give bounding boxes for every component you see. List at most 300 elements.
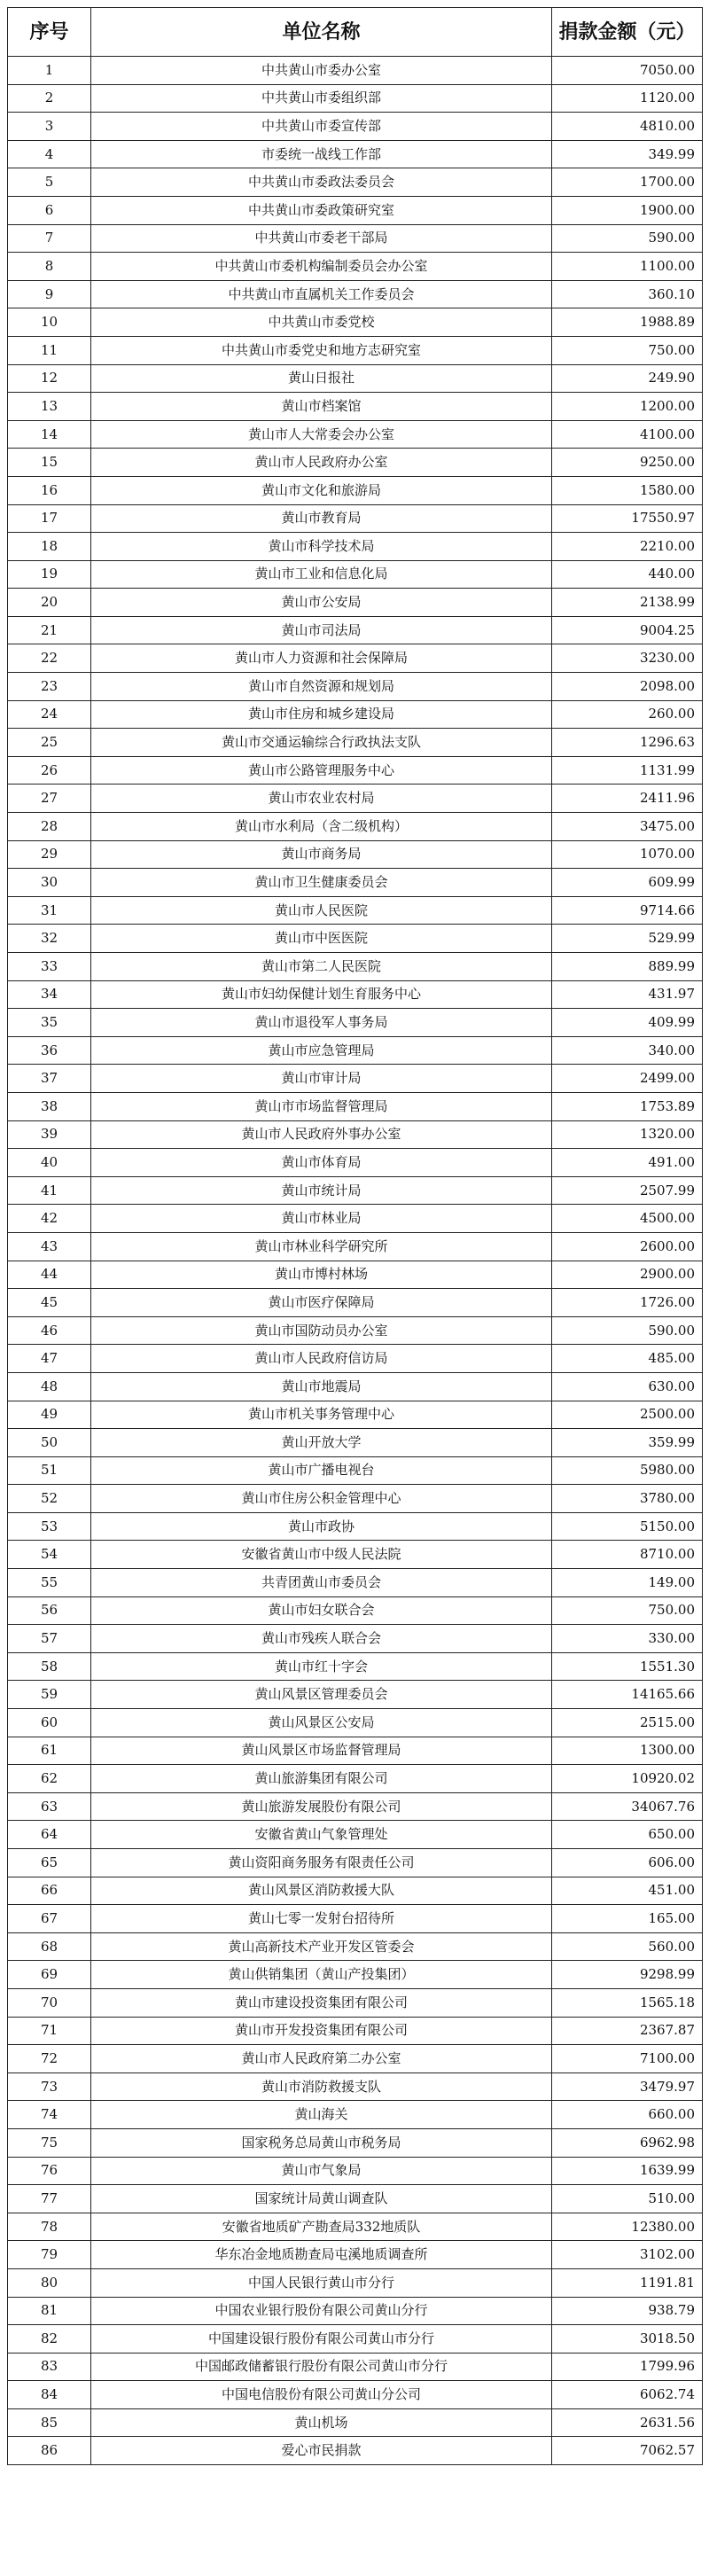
table-row [8,1652,703,1681]
row-index-cell: 71 [8,2017,91,2045]
row-amount-cell: 1296.63 [552,729,703,757]
row-unit-name-cell: 黄山市科学技术局 [91,533,552,561]
table-row [8,2408,703,2437]
row-amount-cell: 9250.00 [552,449,703,477]
row-index-cell: 65 [8,1849,91,1877]
row-index-cell: 14 [8,420,91,449]
row-amount-cell: 1070.00 [552,840,703,869]
row-unit-name-cell: 黄山市文化和旅游局 [91,476,552,504]
table-header [8,8,703,57]
table-row [8,280,703,308]
row-unit-name-cell: 黄山市卫生健康委员会 [91,869,552,897]
row-index-cell: 40 [8,1149,91,1177]
row-amount-cell: 1639.99 [552,2157,703,2185]
row-index-cell: 13 [8,393,91,421]
row-amount-cell: 1120.00 [552,84,703,113]
row-unit-name-cell: 华东冶金地质勘查局屯溪地质调查所 [91,2241,552,2269]
header-row [8,8,703,57]
row-amount-cell: 1551.30 [552,1652,703,1681]
row-unit-name-cell: 黄山市工业和信息化局 [91,560,552,589]
table-row [8,140,703,168]
row-index-cell: 8 [8,253,91,281]
table-row [8,2017,703,2045]
table-row [8,2437,703,2465]
row-unit-name-cell: 共青团黄山市委员会 [91,1569,552,1597]
row-amount-cell: 165.00 [552,1905,703,1933]
row-unit-name-cell: 中国农业银行股份有限公司黄山分行 [91,2297,552,2325]
row-index-cell: 25 [8,729,91,757]
row-amount-cell: 606.00 [552,1849,703,1877]
row-unit-name-cell: 黄山开放大学 [91,1429,552,1457]
table-row [8,449,703,477]
row-unit-name-cell: 黄山市政协 [91,1512,552,1541]
table-row [8,2268,703,2297]
row-unit-name-cell: 黄山市水利局（含二级机构） [91,813,552,841]
row-unit-name-cell: 中共黄山市委宣传部 [91,113,552,141]
row-unit-name-cell: 黄山机场 [91,2408,552,2437]
row-index-cell: 56 [8,1596,91,1625]
table-row [8,393,703,421]
table-row [8,1821,703,1849]
table-row [8,84,703,113]
row-index-cell: 78 [8,2213,91,2241]
table-row [8,2325,703,2354]
table-row [8,113,703,141]
row-amount-cell: 491.00 [552,1149,703,1177]
header-unit-name: 单位名称 [91,8,552,57]
row-amount-cell: 1580.00 [552,476,703,504]
row-index-cell: 29 [8,840,91,869]
row-unit-name-cell: 国家统计局黄山调查队 [91,2185,552,2213]
table-row [8,2101,703,2129]
row-amount-cell: 1799.96 [552,2353,703,2381]
row-unit-name-cell: 中共黄山市委政策研究室 [91,196,552,224]
table-row [8,1541,703,1569]
row-unit-name-cell: 黄山市林业科学研究所 [91,1232,552,1261]
table-row [8,2128,703,2157]
row-index-cell: 2 [8,84,91,113]
table-row [8,1988,703,2017]
row-index-cell: 34 [8,980,91,1009]
row-index-cell: 69 [8,1961,91,1989]
row-index-cell: 74 [8,2101,91,2129]
table-row [8,673,703,701]
row-index-cell: 16 [8,476,91,504]
row-amount-cell: 4100.00 [552,420,703,449]
row-amount-cell: 5980.00 [552,1456,703,1485]
table-row [8,1401,703,1429]
table-row [8,1456,703,1485]
row-index-cell: 46 [8,1316,91,1345]
row-amount-cell: 34067.76 [552,1792,703,1821]
table-row [8,1877,703,1905]
table-row [8,1905,703,1933]
row-unit-name-cell: 黄山市建设投资集团有限公司 [91,1988,552,2017]
row-index-cell: 39 [8,1120,91,1149]
row-unit-name-cell: 黄山风景区消防救援大队 [91,1877,552,1905]
row-unit-name-cell: 爱心市民捐款 [91,2437,552,2465]
table-row [8,1932,703,1961]
row-unit-name-cell: 中共黄山市委政法委员会 [91,168,552,197]
row-index-cell: 53 [8,1512,91,1541]
row-amount-cell: 660.00 [552,2101,703,2129]
table-row [8,196,703,224]
row-amount-cell: 1300.00 [552,1737,703,1765]
row-unit-name-cell: 黄山市自然资源和规划局 [91,673,552,701]
row-unit-name-cell: 安徽省黄山市中级人民法院 [91,1541,552,1569]
table-row [8,1120,703,1149]
row-amount-cell: 1131.99 [552,756,703,785]
row-amount-cell: 609.99 [552,869,703,897]
row-index-cell: 5 [8,168,91,197]
table-row [8,840,703,869]
row-unit-name-cell: 中共黄山市委机构编制委员会办公室 [91,253,552,281]
row-index-cell: 64 [8,1821,91,1849]
row-index-cell: 6 [8,196,91,224]
row-amount-cell: 1900.00 [552,196,703,224]
row-amount-cell: 359.99 [552,1429,703,1457]
table-row [8,560,703,589]
table-row [8,2297,703,2325]
row-amount-cell: 1200.00 [552,393,703,421]
row-amount-cell: 750.00 [552,336,703,364]
row-amount-cell: 529.99 [552,925,703,953]
row-unit-name-cell: 黄山风景区管理委员会 [91,1681,552,1709]
row-index-cell: 57 [8,1625,91,1653]
row-unit-name-cell: 黄山风景区公安局 [91,1709,552,1737]
row-amount-cell: 2507.99 [552,1176,703,1205]
row-unit-name-cell: 黄山市交通运输综合行政执法支队 [91,729,552,757]
row-unit-name-cell: 黄山市第二人民医院 [91,953,552,981]
table-row [8,336,703,364]
table-row [8,504,703,533]
table-row [8,1092,703,1120]
table-row [8,729,703,757]
row-index-cell: 63 [8,1792,91,1821]
row-index-cell: 19 [8,560,91,589]
row-unit-name-cell: 黄山风景区市场监督管理局 [91,1737,552,1765]
table-row [8,533,703,561]
table-row [8,2185,703,2213]
row-index-cell: 9 [8,280,91,308]
table-row [8,785,703,813]
row-amount-cell: 7100.00 [552,2045,703,2073]
row-unit-name-cell: 黄山市广播电视台 [91,1456,552,1485]
table-row [8,589,703,617]
row-unit-name-cell: 黄山日报社 [91,364,552,393]
row-unit-name-cell: 安徽省黄山气象管理处 [91,1821,552,1849]
row-index-cell: 20 [8,589,91,617]
row-index-cell: 35 [8,1009,91,1037]
table-row [8,1036,703,1065]
row-unit-name-cell: 黄山市中医医院 [91,925,552,953]
row-unit-name-cell: 黄山市林业局 [91,1205,552,1233]
row-amount-cell: 1753.89 [552,1092,703,1120]
row-amount-cell: 9714.66 [552,896,703,925]
table-row [8,2353,703,2381]
row-index-cell: 15 [8,449,91,477]
table-row [8,896,703,925]
row-amount-cell: 2515.00 [552,1709,703,1737]
row-index-cell: 42 [8,1205,91,1233]
row-amount-cell: 1320.00 [552,1120,703,1149]
row-unit-name-cell: 中共黄山市委老干部局 [91,224,552,253]
row-unit-name-cell: 黄山市统计局 [91,1176,552,1205]
row-amount-cell: 938.79 [552,2297,703,2325]
row-unit-name-cell: 黄山市地震局 [91,1372,552,1401]
table-row [8,476,703,504]
row-amount-cell: 6062.74 [552,2381,703,2409]
row-index-cell: 55 [8,1569,91,1597]
row-index-cell: 3 [8,113,91,141]
table-row [8,364,703,393]
header-amount: 捐款金额（元） [552,8,703,57]
row-amount-cell: 14165.66 [552,1681,703,1709]
row-index-cell: 61 [8,1737,91,1765]
table-row [8,2241,703,2269]
row-index-cell: 12 [8,364,91,393]
row-amount-cell: 1565.18 [552,1988,703,2017]
row-amount-cell: 1726.00 [552,1289,703,1317]
row-index-cell: 85 [8,2408,91,2437]
row-amount-cell: 431.97 [552,980,703,1009]
row-unit-name-cell: 黄山资阳商务服务有限责任公司 [91,1849,552,1877]
table-row [8,1176,703,1205]
row-unit-name-cell: 黄山市残疾人联合会 [91,1625,552,1653]
row-amount-cell: 510.00 [552,2185,703,2213]
header-index: 序号 [8,8,91,57]
row-unit-name-cell: 黄山市人民政府第二办公室 [91,2045,552,2073]
row-unit-name-cell: 黄山市农业农村局 [91,785,552,813]
table-row [8,1261,703,1289]
row-unit-name-cell: 黄山市应急管理局 [91,1036,552,1065]
row-index-cell: 1 [8,57,91,85]
table-row [8,168,703,197]
row-index-cell: 4 [8,140,91,168]
row-unit-name-cell: 中国电信股份有限公司黄山分公司 [91,2381,552,2409]
row-amount-cell: 3479.97 [552,2073,703,2101]
row-amount-cell: 9298.99 [552,1961,703,1989]
row-index-cell: 72 [8,2045,91,2073]
row-unit-name-cell: 国家税务总局黄山市税务局 [91,2128,552,2157]
table-row [8,980,703,1009]
row-unit-name-cell: 黄山市红十字会 [91,1652,552,1681]
row-index-cell: 32 [8,925,91,953]
row-index-cell: 24 [8,700,91,729]
row-unit-name-cell: 安徽省地质矿产勘查局332地质队 [91,2213,552,2241]
row-unit-name-cell: 黄山供销集团（黄山产投集团） [91,1961,552,1989]
row-amount-cell: 2631.56 [552,2408,703,2437]
row-amount-cell: 1100.00 [552,253,703,281]
row-amount-cell: 4500.00 [552,1205,703,1233]
table-row [8,1709,703,1737]
row-amount-cell: 2098.00 [552,673,703,701]
table-row [8,2157,703,2185]
row-unit-name-cell: 黄山市人大常委会办公室 [91,420,552,449]
table-row [8,2073,703,2101]
row-index-cell: 66 [8,1877,91,1905]
row-amount-cell: 1988.89 [552,308,703,337]
row-amount-cell: 340.00 [552,1036,703,1065]
row-index-cell: 51 [8,1456,91,1485]
row-amount-cell: 630.00 [552,1372,703,1401]
table-row [8,1792,703,1821]
row-unit-name-cell: 中共黄山市委办公室 [91,57,552,85]
row-amount-cell: 650.00 [552,1821,703,1849]
row-unit-name-cell: 黄山市人民政府信访局 [91,1345,552,1373]
row-unit-name-cell: 黄山市人民政府外事办公室 [91,1120,552,1149]
row-index-cell: 54 [8,1541,91,1569]
row-index-cell: 81 [8,2297,91,2325]
row-amount-cell: 2900.00 [552,1261,703,1289]
row-amount-cell: 2367.87 [552,2017,703,2045]
row-index-cell: 52 [8,1485,91,1513]
row-amount-cell: 2411.96 [552,785,703,813]
row-amount-cell: 3780.00 [552,1485,703,1513]
row-amount-cell: 560.00 [552,1932,703,1961]
row-index-cell: 18 [8,533,91,561]
row-amount-cell: 3102.00 [552,2241,703,2269]
table-row [8,1232,703,1261]
row-unit-name-cell: 黄山市公路管理服务中心 [91,756,552,785]
row-index-cell: 47 [8,1345,91,1373]
row-index-cell: 11 [8,336,91,364]
table-row [8,1625,703,1653]
table-row [8,1596,703,1625]
row-unit-name-cell: 中共黄山市委组织部 [91,84,552,113]
row-unit-name-cell: 黄山市教育局 [91,504,552,533]
row-unit-name-cell: 黄山旅游集团有限公司 [91,1765,552,1793]
table-row [8,1765,703,1793]
row-index-cell: 60 [8,1709,91,1737]
table-row [8,420,703,449]
row-index-cell: 17 [8,504,91,533]
row-unit-name-cell: 黄山市人力资源和社会保障局 [91,644,552,673]
table-row [8,700,703,729]
row-unit-name-cell: 黄山海关 [91,2101,552,2129]
row-amount-cell: 4810.00 [552,113,703,141]
row-index-cell: 49 [8,1401,91,1429]
row-amount-cell: 2138.99 [552,589,703,617]
row-amount-cell: 889.99 [552,953,703,981]
row-amount-cell: 2500.00 [552,1401,703,1429]
row-unit-name-cell: 黄山市体育局 [91,1149,552,1177]
table-row [8,1485,703,1513]
row-unit-name-cell: 黄山市公安局 [91,589,552,617]
row-index-cell: 45 [8,1289,91,1317]
table-row [8,1065,703,1093]
row-index-cell: 73 [8,2073,91,2101]
row-unit-name-cell: 黄山七零一发射台招待所 [91,1905,552,1933]
table-row [8,1149,703,1177]
row-amount-cell: 3475.00 [552,813,703,841]
table-row [8,1429,703,1457]
table-row [8,1372,703,1401]
row-index-cell: 68 [8,1932,91,1961]
table-row [8,1205,703,1233]
row-unit-name-cell: 黄山市妇幼保健计划生育服务中心 [91,980,552,1009]
row-amount-cell: 485.00 [552,1345,703,1373]
row-amount-cell: 440.00 [552,560,703,589]
row-amount-cell: 330.00 [552,1625,703,1653]
row-unit-name-cell: 黄山市医疗保障局 [91,1289,552,1317]
table-row [8,1345,703,1373]
row-index-cell: 44 [8,1261,91,1289]
row-index-cell: 36 [8,1036,91,1065]
row-unit-name-cell: 黄山市人民医院 [91,896,552,925]
row-amount-cell: 3230.00 [552,644,703,673]
table-row [8,953,703,981]
row-amount-cell: 9004.25 [552,616,703,644]
row-unit-name-cell: 黄山市审计局 [91,1065,552,1093]
row-unit-name-cell: 黄山市住房和城乡建设局 [91,700,552,729]
row-index-cell: 50 [8,1429,91,1457]
row-unit-name-cell: 黄山市妇女联合会 [91,1596,552,1625]
row-unit-name-cell: 黄山旅游发展股份有限公司 [91,1792,552,1821]
table-row [8,1289,703,1317]
table-row [8,925,703,953]
table-row [8,869,703,897]
row-index-cell: 83 [8,2353,91,2381]
table-row [8,224,703,253]
table-row [8,2381,703,2409]
row-unit-name-cell: 黄山市人民政府办公室 [91,449,552,477]
table-row [8,644,703,673]
row-amount-cell: 260.00 [552,700,703,729]
row-index-cell: 31 [8,896,91,925]
table-row [8,2045,703,2073]
table-row [8,1316,703,1345]
row-unit-name-cell: 黄山市住房公积金管理中心 [91,1485,552,1513]
row-amount-cell: 8710.00 [552,1541,703,1569]
table-row [8,57,703,85]
table-row [8,1737,703,1765]
row-unit-name-cell: 黄山市退役军人事务局 [91,1009,552,1037]
row-amount-cell: 10920.02 [552,1765,703,1793]
row-index-cell: 58 [8,1652,91,1681]
row-unit-name-cell: 黄山市国防动员办公室 [91,1316,552,1345]
row-index-cell: 76 [8,2157,91,2185]
row-unit-name-cell: 黄山市市场监督管理局 [91,1092,552,1120]
row-index-cell: 7 [8,224,91,253]
row-amount-cell: 451.00 [552,1877,703,1905]
row-index-cell: 79 [8,2241,91,2269]
row-amount-cell: 149.00 [552,1569,703,1597]
row-amount-cell: 6962.98 [552,2128,703,2157]
row-amount-cell: 590.00 [552,224,703,253]
row-unit-name-cell: 黄山市商务局 [91,840,552,869]
row-index-cell: 38 [8,1092,91,1120]
table-row [8,1961,703,1989]
row-index-cell: 80 [8,2268,91,2297]
row-amount-cell: 5150.00 [552,1512,703,1541]
row-index-cell: 62 [8,1765,91,1793]
table-row [8,1569,703,1597]
row-amount-cell: 12380.00 [552,2213,703,2241]
row-index-cell: 75 [8,2128,91,2157]
table-row [8,2213,703,2241]
table-row [8,1681,703,1709]
row-unit-name-cell: 中共黄山市委党史和地方志研究室 [91,336,552,364]
row-amount-cell: 17550.97 [552,504,703,533]
row-amount-cell: 3018.50 [552,2325,703,2354]
row-unit-name-cell: 市委统一战线工作部 [91,140,552,168]
table-row [8,308,703,337]
table-row [8,1009,703,1037]
row-amount-cell: 2210.00 [552,533,703,561]
row-index-cell: 21 [8,616,91,644]
row-unit-name-cell: 中国人民银行黄山市分行 [91,2268,552,2297]
